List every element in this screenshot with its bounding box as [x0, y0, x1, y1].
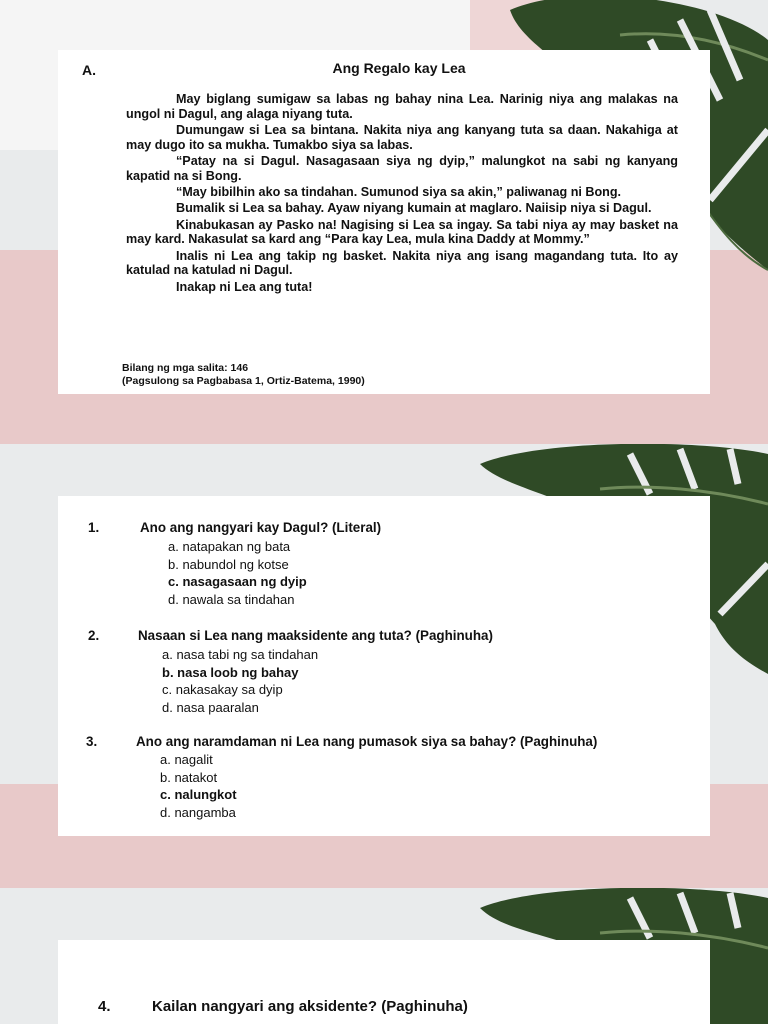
source-citation: (Pagsulong sa Pagbabasa 1, Ortiz-Batema, 1990) [122, 375, 365, 387]
story-paragraph: “Patay na si Dagul. Nasagasaan siya ng dyip,” malungkot na sabi ng kanyang kapatid na si Bong. [126, 153, 678, 183]
option-d[interactable]: d. nasa paaralan [162, 699, 259, 715]
story-card [58, 50, 710, 394]
slide-2 [0, 444, 768, 888]
question-text: Ano ang nangyari kay Dagul? (Literal) [140, 520, 382, 535]
questions-card-continued [58, 940, 710, 1024]
story-paragraph: Inakap ni Lea ang tuta! [176, 279, 313, 294]
story-paragraph: May biglang sumigaw sa labas ng bahay nina Lea. Narinig niya ang malakas na ungol ni Dagul, ang alaga niyang tuta. [126, 92, 678, 121]
option-d[interactable]: d. nawala sa tindahan [168, 591, 295, 607]
option-c[interactable]: c. nakasakay sa dyip [162, 682, 283, 697]
option-a[interactable]: a. nasa tabi ng sa tindahan [162, 647, 319, 662]
question-text: Ano ang naramdaman ni Lea nang pumasok siya sa bahay? (Paghinuha) [136, 734, 598, 749]
word-count: Bilang ng mga salita: 146 [122, 362, 249, 374]
question-number: 3. [86, 734, 98, 749]
question-3-options [160, 751, 237, 821]
question-2-options [162, 646, 318, 716]
question-text: Nasaan si Lea nang maaksidente ang tuta? (Paghinuha) [138, 628, 493, 643]
slide-3 [0, 888, 768, 1024]
option-d[interactable]: d. nangamba [160, 804, 236, 820]
option-b[interactable]: b. natakot [160, 769, 218, 785]
slide-1 [0, 0, 768, 444]
question-number: 2. [88, 628, 100, 643]
question-number: 4. [98, 998, 111, 1015]
question-1-options [168, 538, 307, 608]
story-paragraph: Inalis ni Lea ang takip ng basket. Nakita niya ang isang magandang tuta. Ito ay katulad na katulad ni Dagul. [126, 248, 678, 278]
question-number: 1. [88, 520, 100, 535]
section-letter: A. [82, 62, 96, 78]
story-paragraph: Dumungaw si Lea sa bintana. Nakita niya ang kanyang tuta sa daan. Nakahiga at may dugo ito sa mukha. Tumakbo siya sa labas. [126, 122, 678, 152]
story-paragraph: Kinabukasan ay Pasko na! Nagising si Lea sa ingay. Sa tabi niya ay may basket na may kard. Nakasulat sa kard ang “Para kay Lea, mula kina Daddy at Mommy.” [126, 217, 678, 247]
option-b[interactable]: b. nasa loob ng bahay [162, 664, 299, 680]
story-paragraph: Bumalik si Lea sa bahay. Ayaw niyang kumain at maglaro. Naiisip niya si Dagul. [176, 201, 652, 216]
story-meta [122, 362, 365, 388]
story-paragraph: “May bibilhin ako sa tindahan. Sumunod siya sa akin,” paliwanag ni Bong. [176, 184, 622, 199]
story-text [126, 92, 678, 296]
questions-card [58, 496, 710, 836]
question-text: Kailan nangyari ang aksidente? (Paghinuha) [152, 998, 468, 1015]
option-c[interactable]: c. nalungkot [160, 787, 237, 802]
option-a[interactable]: a. nagalit [160, 752, 213, 767]
option-b[interactable]: b. nabundol ng kotse [168, 556, 289, 572]
story-title: Ang Regalo kay Lea [332, 60, 466, 76]
option-c[interactable]: c. nasagasaan ng dyip [168, 574, 307, 589]
option-a[interactable]: a. natapakan ng bata [168, 539, 291, 554]
